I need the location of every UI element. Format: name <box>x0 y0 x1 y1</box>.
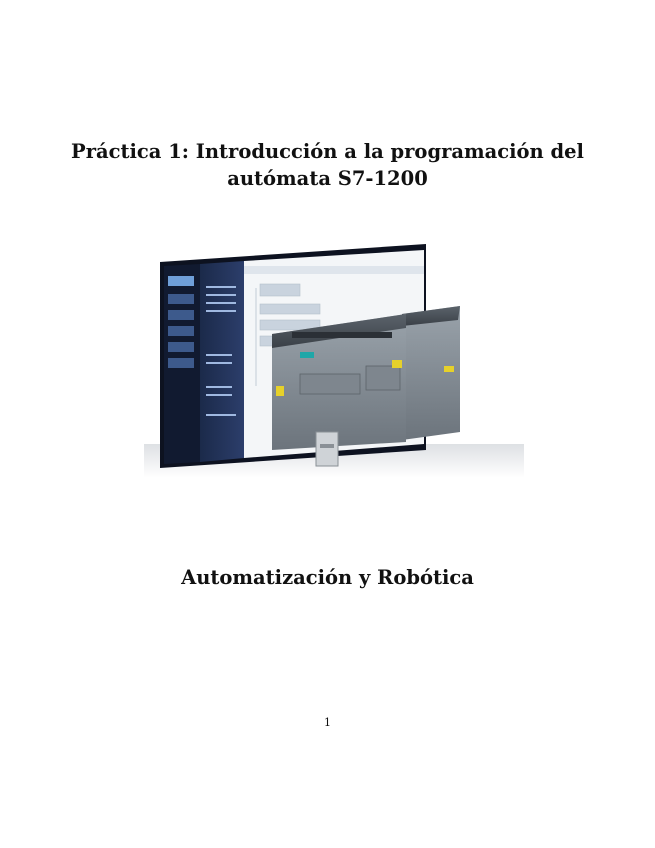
page-number: 1 <box>324 716 331 729</box>
course-title: Automatización y Robótica <box>181 566 474 589</box>
page-title <box>0 138 655 192</box>
cover-figure <box>130 236 530 486</box>
plc-device <box>272 306 460 466</box>
page-title-line-2: autómata S7-1200 <box>227 167 428 190</box>
plc-software-illustration <box>130 236 530 486</box>
page-title-line-1: Práctica 1: Introducción a la programación del <box>71 140 584 163</box>
